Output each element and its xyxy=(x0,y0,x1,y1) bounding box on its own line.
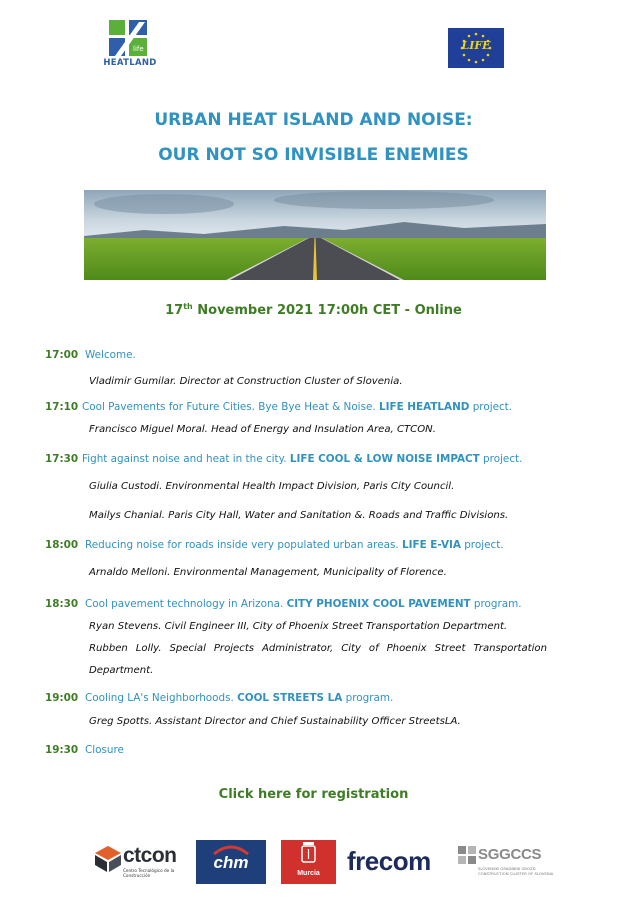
page-title-line-2: OUR NOT SO INVISIBLE ENEMIES xyxy=(158,145,469,165)
agenda-speaker: Arnaldo Melloni. Environmental Management, Municipality of Florence. xyxy=(89,567,447,578)
agenda-speaker: Rubben Lolly. Special Projects Administrator, City of Phoenix Street Transportation Department. xyxy=(89,643,547,676)
agenda-time: 18:30 xyxy=(45,598,79,610)
agenda-topic-text: Cooling LA's Neighborhoods. xyxy=(85,692,238,704)
agenda-speaker: Greg Spotts. Assistant Director and Chief Sustainability Officer StreetsLA. xyxy=(89,716,461,727)
agenda-project-name: COOL STREETS LA xyxy=(237,692,343,704)
heatland-wordmark: HEATLAND xyxy=(103,58,157,68)
heatland-icon xyxy=(109,20,147,56)
agenda-topic-text: Fight against noise and heat in the city. xyxy=(82,453,290,465)
agenda-time: 18:00 xyxy=(45,539,79,551)
agenda-topic-text: Reducing noise for roads inside very populated urban areas. xyxy=(85,539,402,551)
agenda-topic xyxy=(85,744,124,756)
registration-link[interactable]: Click here for registration xyxy=(218,787,409,802)
sgg-logo: SGGCCS SLOVENSKI GRADBENI GROZD CONSTRUCTION CLUSTER OF SLOVENIA xyxy=(458,840,558,884)
agenda-topic-text: Cool Pavements for Future Cities. Bye Bye Heat & Noise. xyxy=(82,401,379,413)
agenda-speaker: Francisco Miguel Moral. Head of Energy and Insulation Area, CTCON. xyxy=(89,424,436,435)
agenda-project-name: LIFE COOL & LOW NOISE IMPACT xyxy=(289,453,480,465)
agenda-topic xyxy=(82,401,512,413)
page-title-line-1: URBAN HEAT ISLAND AND NOISE: xyxy=(154,110,473,130)
agenda-time: 17:00 xyxy=(45,349,79,361)
agenda-topic-text: Welcome. xyxy=(85,349,136,361)
agenda-topic-tail: project. xyxy=(469,401,513,413)
event-date: 17th November 2021 17:00h CET - Online xyxy=(165,302,462,318)
svg-text:life: life xyxy=(133,45,144,53)
agenda-topic xyxy=(85,539,504,551)
murcia-logo: Murcia xyxy=(281,840,336,884)
murcia-coat-of-arms xyxy=(281,840,336,870)
agenda-speaker: Giulia Custodi. Environmental Health Impact Division, Paris City Council. xyxy=(89,481,455,492)
partner-logos xyxy=(0,840,627,884)
chm-logo: chm xyxy=(196,840,266,884)
agenda-topic-tail: program. xyxy=(470,598,522,610)
agenda-project-name: LIFE HEATLAND xyxy=(378,401,470,413)
agenda-time: 19:00 xyxy=(45,692,79,704)
agenda-time: 19:30 xyxy=(45,744,79,756)
agenda-topic-tail: project. xyxy=(460,539,504,551)
ctcon-logo: ctcon Centro Tecnológico de la Construcción xyxy=(95,840,190,884)
agenda-topic xyxy=(85,692,393,704)
agenda-project-name: LIFE E-VIA xyxy=(402,539,461,551)
agenda-topic-text: Closure xyxy=(85,744,124,756)
eu-life-text: LIFE xyxy=(461,39,491,52)
heatland-logo xyxy=(100,20,160,76)
agenda-time: 17:30 xyxy=(45,453,79,465)
agenda-topic-tail: project. xyxy=(479,453,523,465)
agenda-speaker: Vladimir Gumilar. Director at Construction Cluster of Slovenia. xyxy=(89,376,403,387)
agenda-speaker: Mailys Chanial. Paris City Hall, Water and Sanitation &. Roads and Traffic Divisions. xyxy=(89,510,509,521)
agenda-speaker: Ryan Stevens. Civil Engineer III, City of Phoenix Street Transportation Department. xyxy=(89,621,508,632)
agenda-topic-text: Cool pavement technology in Arizona. xyxy=(85,598,287,610)
sgg-icon xyxy=(458,846,476,864)
agenda-topic xyxy=(85,598,522,610)
eu-life-logo xyxy=(448,28,504,68)
road-landscape-photo xyxy=(84,190,546,280)
agenda-project-name: CITY PHOENIX COOL PAVEMENT xyxy=(286,598,471,610)
agenda-time: 17:10 xyxy=(45,401,79,413)
agenda-topic-tail: program. xyxy=(342,692,394,704)
frecom-logo: frecom xyxy=(347,846,431,876)
ctcon-icon xyxy=(95,846,121,872)
agenda-topic xyxy=(85,349,136,361)
agenda-topic xyxy=(82,453,522,465)
